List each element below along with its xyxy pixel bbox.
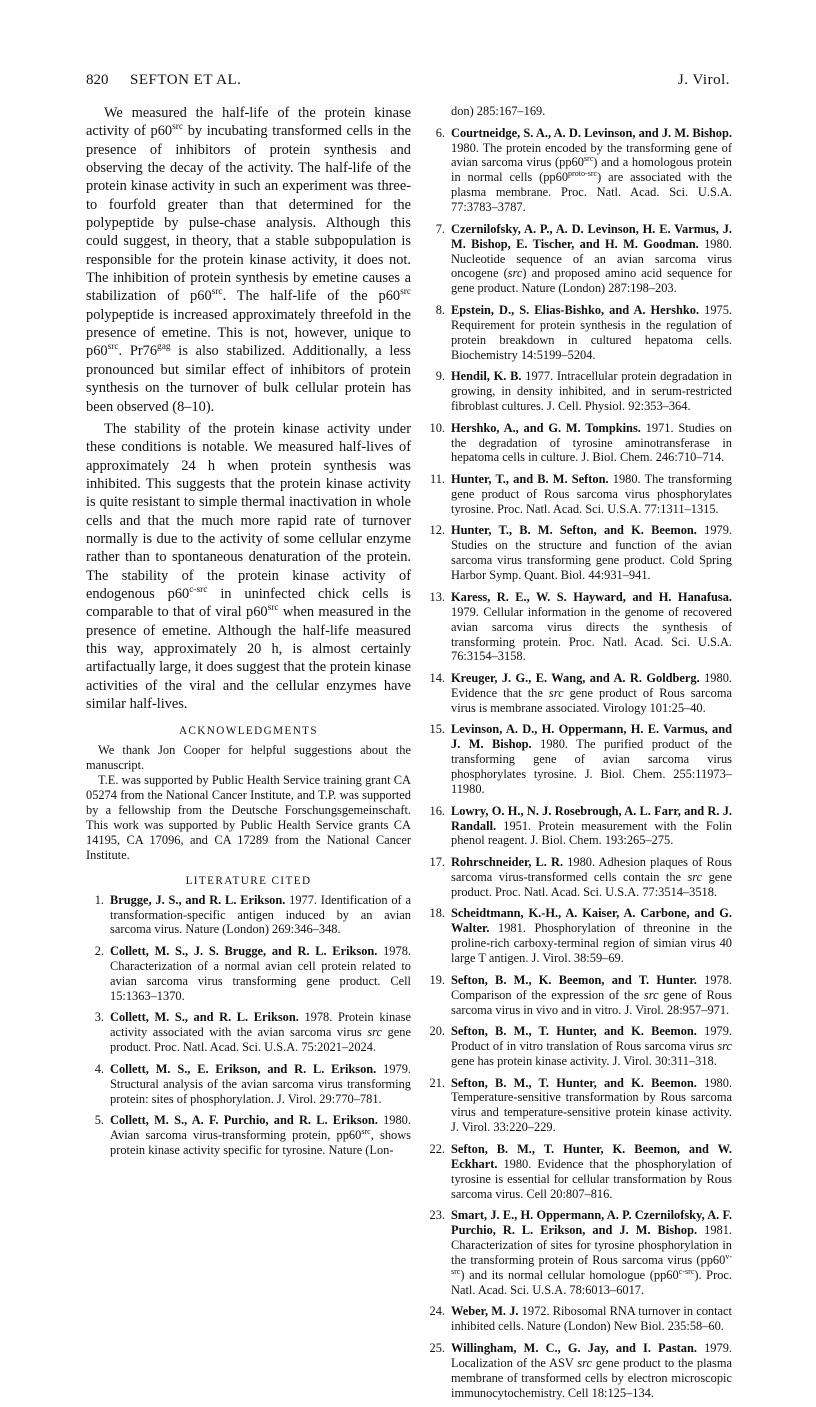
reference-continuation: don) 285:167–169. xyxy=(451,104,546,118)
reference-authors: Czernilofsky, A. P., A. D. Levinson, H. E. Varmus, J. M. Bishop, E. Tischer, and H. M. Goodman. xyxy=(451,221,732,251)
reference-text xyxy=(110,1010,411,1055)
reference-authors: Hunter, T., and B. M. Sefton. xyxy=(451,472,609,487)
reference-text xyxy=(451,1142,732,1202)
reference-number: 5. xyxy=(94,1113,104,1128)
acknowledgment-paragraph: T.E. was supported by Public Health Service training grant CA 05274 from the National Cancer Institute, and T.P. was supported by a fellowship from the Deutsche Forschungsgemeinschaft. This work was supported by Public Health Service grants CA 14195, CA 17096, and CA 17289 from the National Cancer Institute. xyxy=(86,773,411,862)
reference-citation: 1980. Nucleotide sequence of an avian sarcoma virus oncogene (src) and proposed amino acid sequence for gene product. Nature (London) 287:198–203. xyxy=(451,236,732,296)
body-paragraph: We measured the half-life of the protein kinase activity of $p60^{src}$ by incubating transformed cells in the presence of inhibitors of protein synthesis and observing the decay of the activity. The half-life of the protein kinase activity in such an experiment was three-to fourfold greater than that determined for the polypeptide by pulse-chase analysis. Although this could suggest, in theory, that a stable subpopulation is responsible for the protein kinase activity, it does not. The inhibition of protein synthesis by emetine causes a stabilization of $p60^{src}$. The half-life of the $p60^{src}$ polypeptide is increased approximately threefold in the presence of emetine. This is not, however, unique to $p60^{src}$. $Pr76^{gag}$ is also stabilized. Additionally, a less pronounced but similar effect of inhibitors of protein synthesis on the turnover of bulk cellular protein has been observed (8–10). xyxy=(86,105,412,415)
reference-text xyxy=(110,944,411,1004)
reference-text xyxy=(110,1113,411,1158)
reference-citation: 1951. Protein measurement with the Folin phenol reagent. J. Biol. Chem. 193:265–275. xyxy=(451,818,732,848)
reference-number: 22. xyxy=(429,1141,445,1156)
reference-number: 8. xyxy=(435,302,445,317)
reference-number: 7. xyxy=(435,221,445,236)
reference-item xyxy=(86,944,411,1004)
reference-item xyxy=(427,523,732,583)
reference-number: 2. xyxy=(94,944,104,958)
acknowledgments-heading: ACKNOWLEDGMENTS xyxy=(178,725,319,738)
reference-authors: Collett, M. S., A. F. Purchio, and R. L. Erikson. xyxy=(110,1113,378,1128)
left-column xyxy=(86,104,411,1165)
reference-authors: Weber, M. J. xyxy=(451,1304,519,1319)
reference-number: 25. xyxy=(429,1340,445,1355)
reference-authors: Smart, J. E., H. Oppermann, A. P. Czernilofsky, A. F. Purchio, R. L. Erikson, and J. M. Bishop. xyxy=(451,1208,732,1238)
reference-text xyxy=(451,472,732,517)
reference-item xyxy=(427,906,732,966)
reference-item xyxy=(427,1304,732,1334)
reference-authors: Sefton, B. M., T. Hunter, K. Beemon, and W. Eckhart. xyxy=(451,1141,732,1171)
reference-item xyxy=(427,1076,732,1136)
reference-item xyxy=(427,671,732,716)
reference-authors: Collett, M. S., and R. L. Erikson. xyxy=(110,1010,299,1025)
reference-number: 24. xyxy=(429,1304,445,1319)
reference-authors: Hershko, A., and G. M. Tompkins. xyxy=(451,420,641,435)
reference-citation: 1978. Characterization of a normal avian cell protein related to avian sarcoma virus transforming gene product. Cell 15:1363–1370. xyxy=(110,944,411,1003)
reference-authors: Levinson, A. D., H. Oppermann, H. E. Varmus, and J. M. Bishop. xyxy=(451,722,732,752)
reference-item xyxy=(86,893,411,938)
reference-authors: Sefton, B. M., T. Hunter, and K. Beemon. xyxy=(451,1075,697,1090)
right-column xyxy=(427,104,732,1407)
page-number: 820 xyxy=(86,72,109,88)
reference-text xyxy=(451,1076,732,1136)
reference-item xyxy=(427,1142,732,1202)
body-paragraph: The stability of the protein kinase activity under these conditions is notable. We measured half-lives of approximately 24 h when protein synthesis was inhibited. This suggests that the protein kinase activity is quite resistant to simple thermal inactivation in whole cells and that the much more rapid rate of turnover normally is due to the activity of some cellular enzyme rather than to spontaneous denaturation of the protein. The stability of the protein kinase activity of endogenous $p60^{c-src}$ in uninfected chick cells is comparable to that of viral $p60^{src}$ when measured in the presence of emetine. Although the half-life measured this way, approximately 20 h, is almost certainly artifactually large, it does suggest that the protein kinase activities of the viral and the cellular enzymes have similar half-lives. xyxy=(86,420,412,712)
reference-authors: Rohrschneider, L. R. xyxy=(451,855,564,870)
reference-citation: 1979. Localization of the ASV src gene product to the plasma membrane of transformed cells by electron microscopic immunocytochemistry. Cell 18:125–134. xyxy=(451,1340,732,1400)
reference-number: 18. xyxy=(429,906,445,921)
reference-citation: 1978. Protein kinase activity associated with the avian sarcoma virus src gene product. Proc. Natl. Acad. Sci. U.S.A. 75:2021–2024. xyxy=(110,1010,411,1055)
reference-number: 14. xyxy=(429,671,445,685)
reference-citation: 1981. Characterization of sites for tyrosine phosphorylation in the transforming protein of Rous sarcoma virus $(pp60^{v-src})$ and its normal cellular homologue $(pp60^{c-src})$. Proc. Natl. Acad. Sci. U.S.A. 78:6013–6017. xyxy=(451,1223,732,1297)
reference-number: 21. xyxy=(429,1075,445,1090)
reference-authors: Sefton, B. M., T. Hunter, and K. Beemon. xyxy=(451,1024,697,1039)
reference-text xyxy=(110,1062,411,1107)
reference-number: 17. xyxy=(429,855,445,870)
reference-authors: Sefton, B. M., K. Beemon, and T. Hunter. xyxy=(451,972,697,987)
reference-text xyxy=(451,1208,732,1297)
reference-authors: Hunter, T., B. M. Sefton, and K. Beemon. xyxy=(451,523,697,538)
reference-authors: Collett, M. S., E. Erikson, and R. L. Erikson. xyxy=(110,1061,377,1076)
reference-text xyxy=(451,523,732,583)
reference-item xyxy=(427,126,732,215)
reference-citation: 1980. Adhesion plaques of Rous sarcoma virus-transformed cells contain the src gene product. Proc. Natl. Acad. Sci. U.S.A. 77:3514–3518. xyxy=(451,855,732,899)
reference-item xyxy=(427,421,732,466)
reference-citation: 1979. Studies on the structure and function of the avian sarcoma virus transforming gene product. Cold Spring Harbor Symp. Quant. Biol. 44:931–941. xyxy=(451,523,732,583)
reference-authors: Collett, M. S., J. S. Brugge, and R. L. Erikson. xyxy=(110,944,378,958)
reference-authors: Hendil, K. B. xyxy=(451,369,522,384)
reference-number: 19. xyxy=(429,972,445,987)
reference-number: 11. xyxy=(429,472,445,487)
reference-item xyxy=(427,1341,732,1401)
reference-number: 9. xyxy=(435,369,445,384)
reference-citation: 1980. Evidence that the phosphorylation of tyrosine is essential for cellular transformation by Rous sarcoma virus. Cell 20:807–816. xyxy=(451,1156,732,1201)
reference-list xyxy=(427,104,732,1400)
reference-text xyxy=(451,855,732,900)
reference-item xyxy=(427,855,732,900)
reference-item xyxy=(427,303,732,363)
reference-authors: Epstein, D., S. Elias-Bishko, and A. Hershko. xyxy=(451,302,700,317)
reference-number: 4. xyxy=(94,1061,104,1076)
reference-citation: 1979. Cellular information in the genome of recovered avian sarcoma virus directs the synthesis of transforming protein. Proc. Natl. Acad. Sci. U.S.A. 76:3154–3158. xyxy=(451,604,732,664)
reference-citation: 1977. Intracellular protein degradation in growing, in density inhibited, and in serum-restricted fibroblast cultures. J. Cell. Physiol. 92:353–364. xyxy=(451,369,732,414)
literature-cited-heading: LITERATURE CITED xyxy=(185,874,312,887)
reference-text xyxy=(451,303,732,363)
reference-item xyxy=(427,222,732,297)
reference-text xyxy=(451,1341,732,1401)
reference-number: 6. xyxy=(435,125,445,140)
reference-text xyxy=(451,1024,732,1069)
reference-text xyxy=(451,906,732,966)
reference-citation: 1980. Evidence that the src gene product of Rous sarcoma virus is membrane associated. Virology 101:25–40. xyxy=(451,671,733,715)
reference-number: 1. xyxy=(94,892,104,907)
reference-text xyxy=(451,671,732,716)
reference-authors: Willingham, M. C., G. Jay, and I. Pastan. xyxy=(451,1340,697,1355)
reference-text xyxy=(451,590,732,665)
reference-list xyxy=(86,893,411,1158)
reference-text xyxy=(451,804,732,849)
running-head-journal: J. Virol. xyxy=(677,72,730,88)
reference-citation: 1979. Product of in vitro translation of Rous sarcoma virus src gene has protein kinase activity. J. Virol. 30:311–318. xyxy=(451,1024,732,1068)
reference-citation: 1980. The purified product of the transforming gene of avian sarcoma virus phosphorylates tyrosine. J. Biol. Chem. 255:11973–11980. xyxy=(451,737,732,797)
reference-number: 23. xyxy=(429,1208,445,1223)
reference-text xyxy=(451,421,732,466)
reference-number: 20. xyxy=(429,1024,445,1039)
reference-citation: 1978. Comparison of the expression of the src gene of Rous sarcoma virus in vivo and in vitro. J. Virol. 28:957–971. xyxy=(451,972,732,1017)
reference-number: 12. xyxy=(429,523,445,538)
reference-authors: Scheidtmann, K.-H., A. Kaiser, A. Carbone, and G. Walter. xyxy=(451,906,732,936)
reference-authors: Karess, R. E., W. S. Hayward, and H. Hanafusa. xyxy=(451,589,732,604)
reference-text xyxy=(451,369,732,414)
reference-item xyxy=(86,1010,411,1055)
reference-citation: 1981. Phosphorylation of threonine in the proline-rich carboxy-terminal region of simian virus 40 large T antigen. J. Virol. 38:59–69. xyxy=(451,921,732,966)
reference-citation: 1980. Avian sarcoma virus-transforming protein, $pp60^{src}$, shows protein kinase activity specific for tyrosine. Nature (Lon- xyxy=(110,1113,411,1157)
reference-item xyxy=(427,369,732,414)
reference-citation: 1971. Studies on the degradation of tyrosine aminotransferase in hepatoma cells in culture. J. Biol. Chem. 246:710–714. xyxy=(451,420,732,465)
reference-item xyxy=(86,1062,411,1107)
reference-authors: Lowry, O. H., N. J. Rosebrough, A. L. Farr, and R. J. Randall. xyxy=(451,803,732,833)
page-header xyxy=(86,72,730,94)
reference-citation: 1980. Temperature-sensitive transformation by Rous sarcoma virus and temperature-sensitive protein kinase activity. J. Virol. 33:220–229. xyxy=(451,1075,732,1135)
acknowledgment-paragraph: We thank Jon Cooper for helpful suggestions about the manuscript. xyxy=(86,743,411,773)
reference-citation: 1980. The transforming gene product of Rous sarcoma virus phosphorylates tyrosine. Proc. Natl. Acad. Sci. U.S.A. 77:1311–1315. xyxy=(451,472,732,516)
reference-text xyxy=(451,973,732,1018)
reference-item xyxy=(427,1208,732,1297)
reference-text xyxy=(110,893,411,938)
reference-number: 10. xyxy=(429,420,445,435)
reference-citation: 1972. Ribosomal RNA turnover in contact inhibited cells. Nature (London) New Biol. 235:58–60. xyxy=(451,1304,732,1334)
running-head-authors: SEFTON ET AL. xyxy=(130,72,242,88)
reference-number: 15. xyxy=(429,722,445,737)
reference-number: 16. xyxy=(429,803,445,818)
reference-text xyxy=(451,722,732,797)
reference-item xyxy=(427,590,732,665)
reference-authors: Brugge, J. S., and R. L. Erikson. xyxy=(110,892,286,907)
reference-citation: 1980. The protein encoded by the transforming gene of avian sarcoma virus $(pp60^{src})$ and a homologous protein in normal cells $(pp60^{proto-src})$ are associated with the plasma membrane. Proc. Natl. Acad. Sci. U.S.A. 77:3783–3787. xyxy=(451,140,732,215)
reference-text xyxy=(451,126,732,215)
reference-item xyxy=(427,804,732,849)
reference-citation: 1975. Requirement for protein synthesis in the regulation of protein breakdown in cultured hepatoma cells. Biochemistry 14:5199–5204. xyxy=(451,302,732,362)
reference-number: 3. xyxy=(94,1010,104,1025)
reference-item xyxy=(427,1024,732,1069)
reference-citation: 1979. Structural analysis of the avian sarcoma virus transforming protein: sites of phosphorylation. J. Virol. 29:770–781. xyxy=(110,1061,411,1106)
reference-item xyxy=(427,973,732,1018)
reference-number: 13. xyxy=(429,589,445,604)
reference-authors: Kreuger, J. G., E. Wang, and A. R. Goldberg. xyxy=(451,671,700,685)
reference-citation: 1977. Identification of a transformation-specific antigen induced by an avian sarcoma virus. Nature (London) 269:346–348. xyxy=(110,892,411,937)
reference-text xyxy=(451,1304,732,1334)
reference-item xyxy=(427,722,732,797)
reference-item xyxy=(86,1113,411,1158)
reference-item xyxy=(427,472,732,517)
reference-authors: Courtneidge, S. A., A. D. Levinson, and J. M. Bishop. xyxy=(451,125,732,140)
reference-text xyxy=(451,222,732,297)
